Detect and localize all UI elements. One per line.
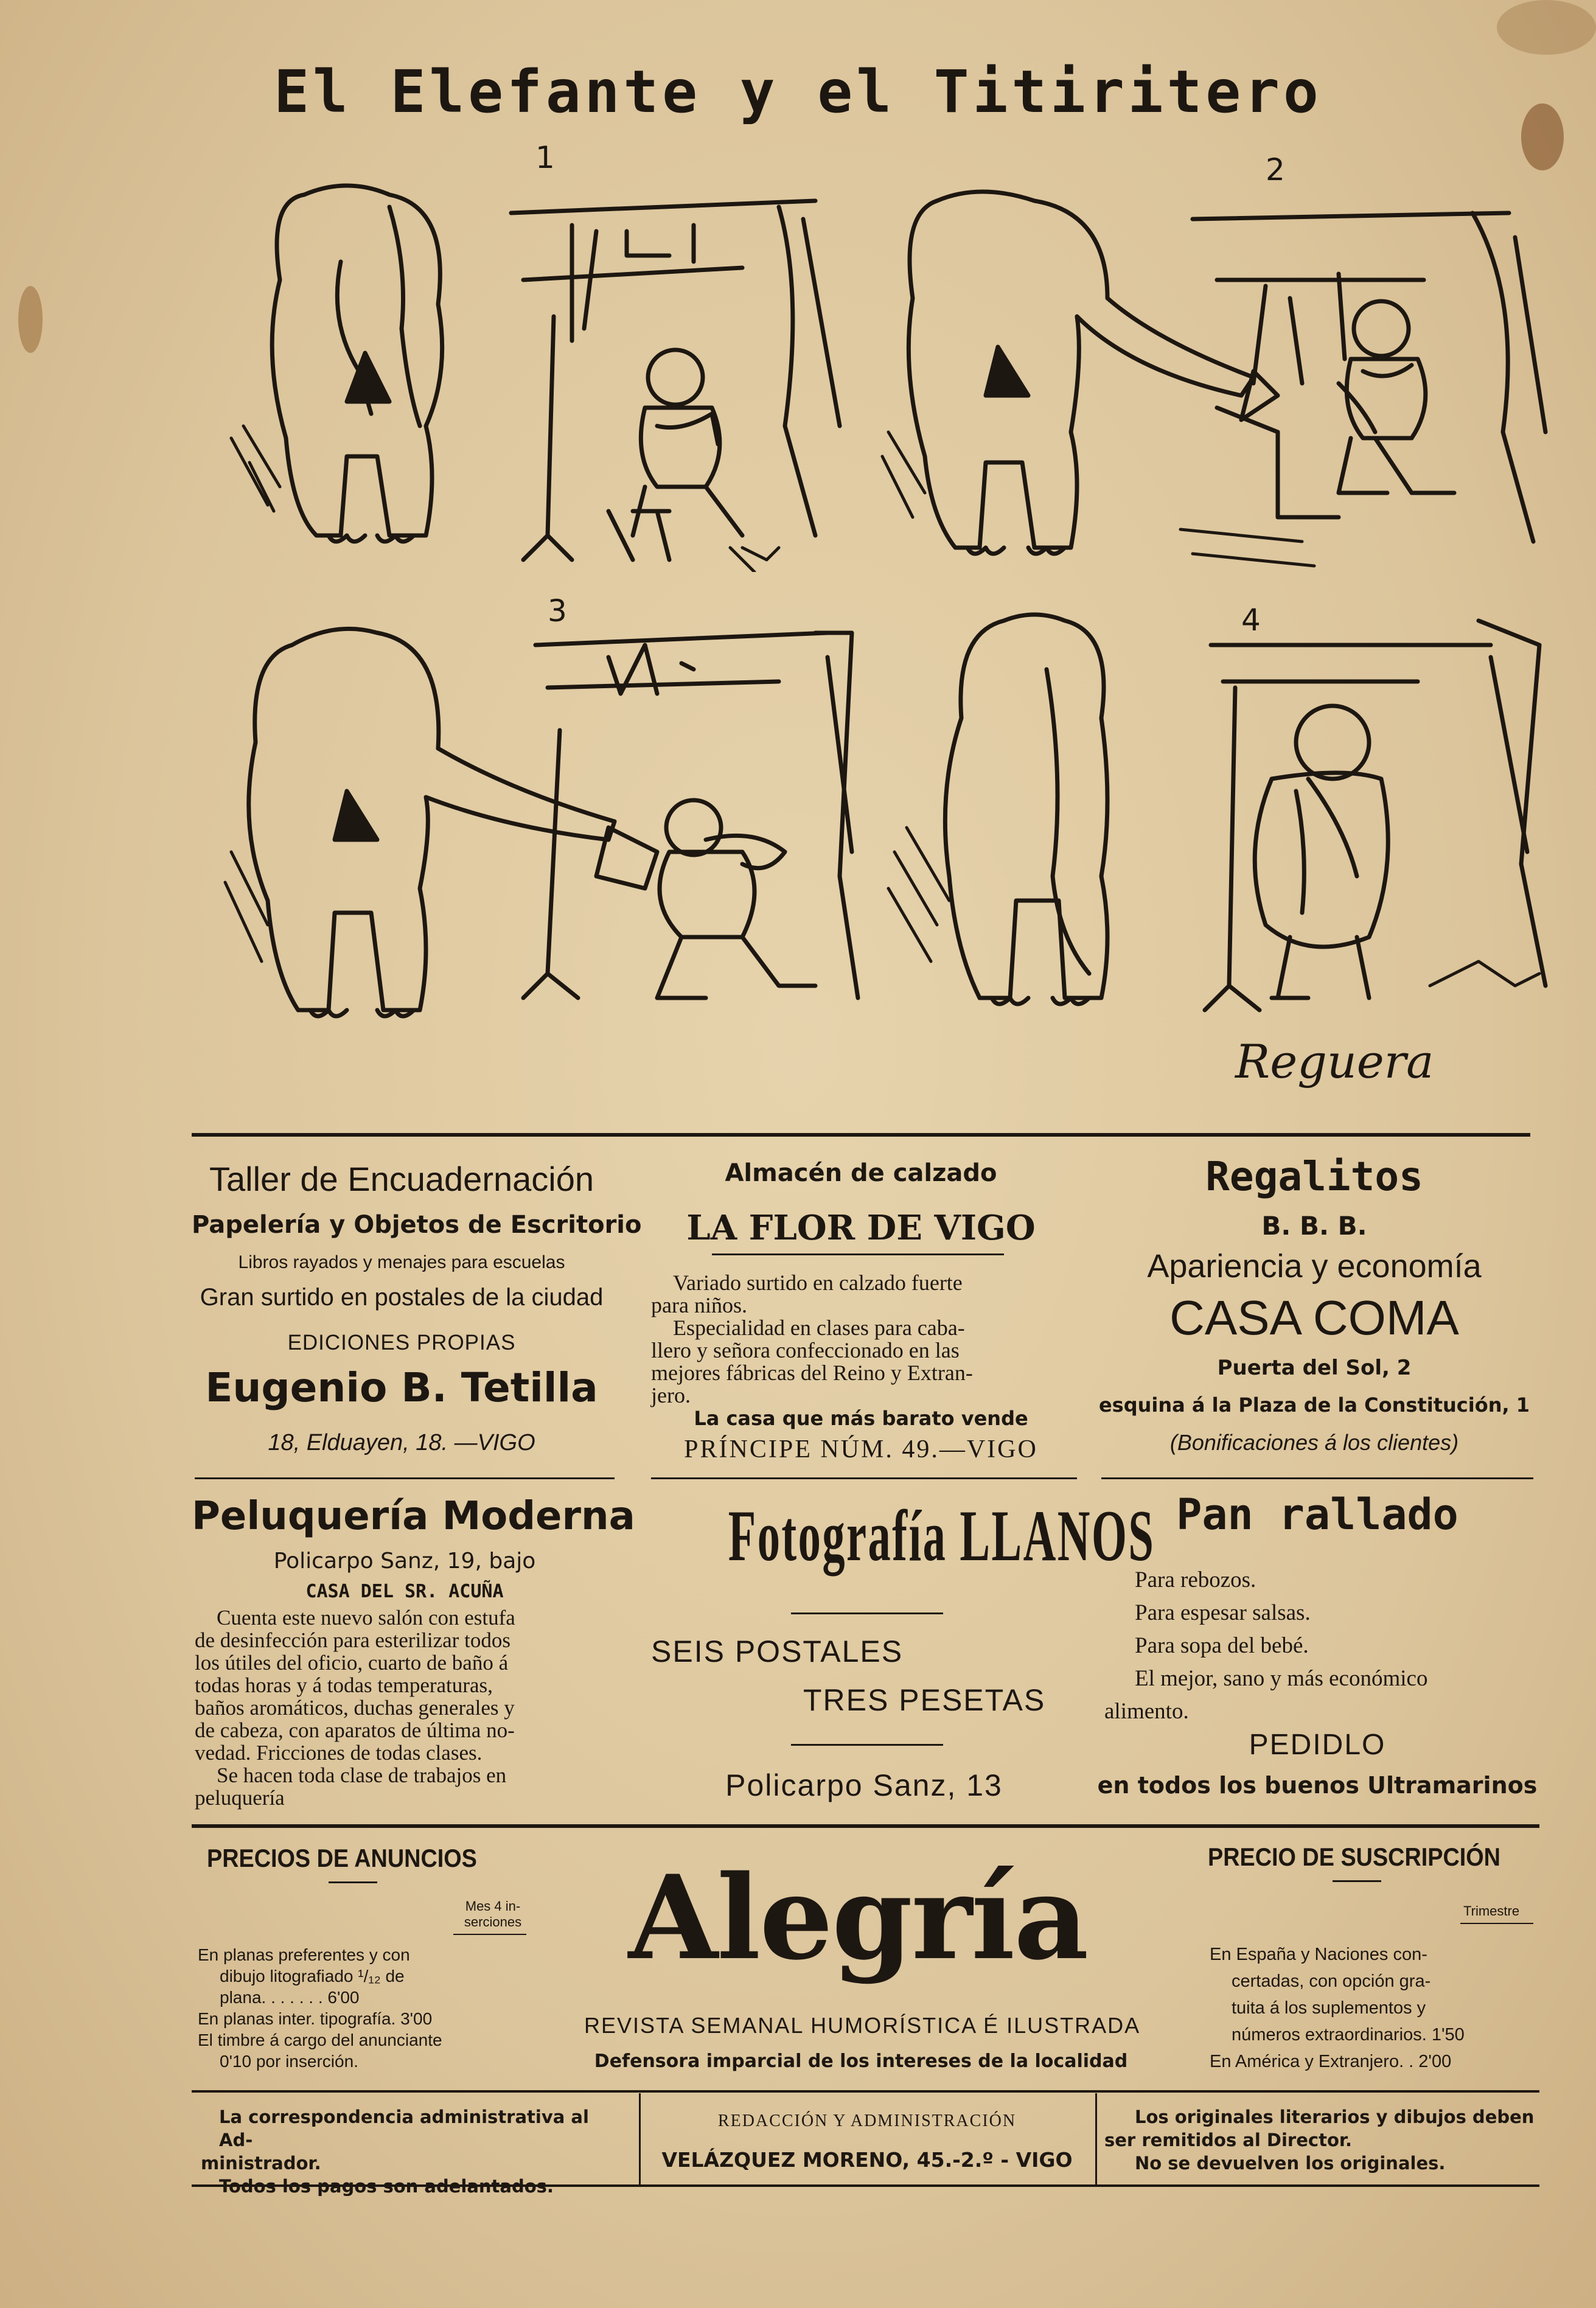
- regalitos-line3: Puerta del Sol, 2: [1217, 1356, 1412, 1380]
- suscripcion-line: tuita á los suplementos y: [1232, 1998, 1426, 2018]
- section-rule: [1101, 1477, 1533, 1479]
- regalitos-name: CASA COMA: [1169, 1291, 1459, 1345]
- calzado-name-underline: [712, 1253, 1004, 1255]
- bottom-center-title: REDACCIÓN Y ADMINISTRACIÓN: [717, 2111, 1017, 2130]
- bottom-box-divider: [1095, 2093, 1097, 2184]
- peluqueria-text-line: Cuenta este nuevo salón con estufa: [217, 1606, 515, 1630]
- peluqueria-text-line: Se hacen toda clase de trabajos en: [217, 1763, 507, 1787]
- cartoon-panel-1: [207, 170, 852, 572]
- taller-line4: EDICIONES PROPIAS: [287, 1331, 516, 1354]
- regalitos-heading: Regalitos: [1205, 1153, 1423, 1200]
- masthead-name: Alegría: [628, 1850, 1088, 1986]
- bottom-box-divider: [639, 2093, 641, 2184]
- artist-signature: Reguera: [1235, 1034, 1434, 1089]
- pan-text-line: El mejor, sano y más económico: [1135, 1666, 1428, 1691]
- calzado-text-line: jero.: [651, 1383, 691, 1407]
- bottom-center-address: VELÁZQUEZ MORENO, 45.-2.º - VIGO: [661, 2148, 1073, 2172]
- taller-line1: Papelería y Objetos de Escritorio: [192, 1211, 642, 1239]
- fotografia-address: Policarpo Sanz, 13: [725, 1768, 1003, 1802]
- suscripcion-line: En América y Extranjero. . 2'00: [1210, 2052, 1452, 2071]
- fotografia-line2: TRES PESETAS: [803, 1683, 1046, 1717]
- bottom-left-line: Todos los pagos son adelantados.: [219, 2176, 554, 2197]
- pan-heading: Pan rallado: [1176, 1490, 1458, 1539]
- peluqueria-text-line: de cabeza, con aparatos de última no-: [195, 1718, 515, 1742]
- precios-anuncios-line: El timbre á cargo del anunciante: [198, 2031, 442, 2049]
- suscripcion-line: números extraordinarios. 1'50: [1232, 2025, 1465, 2045]
- panel-number-2: 2: [1266, 152, 1285, 187]
- masthead-tagline: Defensora imparcial de los intereses de la localidad: [594, 2051, 1128, 2072]
- peluqueria-text-line: de desinfección para esterilizar todos: [195, 1628, 511, 1652]
- calzado-heading: Almacén de calzado: [725, 1159, 997, 1187]
- fotografia-line1: SEIS POSTALES: [651, 1634, 904, 1668]
- suscripcion-heading: PRECIO DE SUSCRIPCIÓN: [1208, 1843, 1500, 1871]
- pan-text-line: alimento.: [1104, 1699, 1189, 1724]
- taller-heading: Taller de Encuadernación: [209, 1160, 594, 1198]
- precios-anuncios-col-rule: [453, 1934, 526, 1935]
- pan-text-line: Para rebozos.: [1135, 1567, 1256, 1592]
- pan-call: PEDIDLO: [1249, 1729, 1386, 1761]
- pan-text-line: Para sopa del bebé.: [1135, 1633, 1309, 1658]
- suscripcion-line: certadas, con opción gra-: [1232, 1972, 1431, 1991]
- calzado-text-line: llero y señora confeccionado en las: [651, 1338, 960, 1362]
- regalitos-line2: Apariencia y economía: [1147, 1248, 1482, 1285]
- peluqueria-text-line: baños aromáticos, duchas generales y: [195, 1696, 515, 1720]
- bottom-right-line: No se devuelven los originales.: [1135, 2153, 1446, 2174]
- cartoon-panel-2: [876, 176, 1558, 578]
- bottom-right-line: Los originales literarios y dibujos deben: [1135, 2107, 1535, 2127]
- precios-anuncios-line: plana. . . . . . . 6'00: [220, 1988, 360, 2007]
- fotografia-rule: [791, 1612, 943, 1614]
- calzado-text-line: Variado surtido en calzado fuerte: [673, 1271, 963, 1295]
- taller-line3: Gran surtido en postales de la ciudad: [200, 1284, 604, 1311]
- pan-description: [1104, 1564, 1542, 1728]
- taller-line2: Libros rayados y menajes para escuelas: [238, 1252, 565, 1272]
- taller-name: Eugenio B. Tetilla: [205, 1364, 598, 1411]
- section-rule: [651, 1477, 1077, 1479]
- panel-number-4: 4: [1241, 602, 1261, 638]
- regalitos-line4: esquina á la Plaza de la Constitución, 1: [1098, 1393, 1530, 1417]
- peluqueria-line1: Policarpo Sanz, 19, bajo: [273, 1549, 536, 1574]
- peluqueria-description: [195, 1606, 621, 1809]
- section-rule: [195, 1477, 615, 1479]
- calzado-text-line: para niños.: [651, 1293, 747, 1317]
- precios-anuncios-list: [198, 1944, 575, 2072]
- regalitos-line5: (Bonificaciones á los clientes): [1169, 1430, 1459, 1455]
- pan-where: en todos los buenos Ultramarinos: [1097, 1772, 1538, 1799]
- paper-stain: [18, 286, 43, 353]
- precios-anuncios-line: En planas inter. tipografía. 3'00: [198, 2009, 433, 2028]
- bottom-left-line: La correspondencia administrativa al Ad-: [219, 2107, 589, 2150]
- pan-text-line: Para espesar salsas.: [1135, 1600, 1311, 1625]
- panel-number-3: 3: [548, 593, 567, 629]
- calzado-slogan: La casa que más barato vende: [694, 1407, 1028, 1430]
- calzado-address: PRÍNCIPE NÚM. 49.—VIGO: [684, 1435, 1038, 1463]
- calzado-text-line: Especialidad en clases para caba-: [673, 1316, 965, 1340]
- suscripcion-col-label: Trimestre: [1463, 1903, 1520, 1919]
- cartoon-title: El Elefante y el Titiritero: [274, 58, 1322, 126]
- precios-anuncios-line: 0'10 por inserción.: [220, 2052, 358, 2071]
- precios-anuncios-rule: [329, 1881, 377, 1883]
- calzado-description: [651, 1272, 1077, 1407]
- peluqueria-text-line: vedad. Fricciones de todas clases.: [195, 1741, 483, 1765]
- precios-anuncios-line: dibujo litografiado ¹/₁₂ de: [220, 1967, 405, 1986]
- peluqueria-text-line: los útiles del oficio, cuarto de baño á: [195, 1651, 509, 1675]
- panel-number-1: 1: [535, 140, 555, 175]
- fotografia-rule: [791, 1744, 943, 1746]
- bottom-right-line: ser remitidos al Director.: [1104, 2130, 1353, 2150]
- peluqueria-text-line: todas horas y á todas temperaturas,: [195, 1673, 493, 1697]
- bottom-left-notice: [201, 2105, 627, 2198]
- taller-address: 18, Elduayen, 18. —VIGO: [268, 1430, 535, 1456]
- bottom-left-line: ministrador.: [201, 2153, 321, 2174]
- section-rule: [192, 1133, 1530, 1137]
- cartoon-panel-3: [219, 608, 864, 1047]
- suscripcion-list: [1210, 1941, 1538, 2075]
- suscripcion-line: En España y Naciones con-: [1210, 1945, 1427, 1964]
- paper-stain: [1497, 0, 1596, 55]
- suscripcion-col-rule: [1460, 1923, 1533, 1924]
- calzado-text-line: mejores fábricas del Reino y Extran-: [651, 1361, 973, 1385]
- precios-anuncios-heading: PRECIOS DE ANUNCIOS: [207, 1844, 477, 1872]
- fotografia-heading: Fotografía LLANOS: [728, 1495, 1155, 1576]
- footer-rule: [192, 1824, 1539, 1828]
- peluqueria-line2: CASA DEL SR. ACUÑA: [305, 1581, 504, 1602]
- calzado-name: LA FLOR DE VIGO: [686, 1208, 1036, 1248]
- regalitos-line1: B. B. B.: [1261, 1211, 1367, 1241]
- bottom-box-top-rule: [192, 2090, 1539, 2093]
- suscripcion-rule: [1333, 1880, 1381, 1882]
- peluqueria-text-line: peluquería: [195, 1786, 285, 1810]
- precios-anuncios-line: En planas preferentes y con: [198, 1945, 410, 1964]
- masthead-subtitle: REVISTA SEMANAL HUMORÍSTICA É ILUSTRADA: [584, 2013, 1141, 2038]
- precios-anuncios-col-label: Mes 4 in- serciones: [464, 1898, 522, 1930]
- peluqueria-heading: Peluquería Moderna: [192, 1494, 635, 1539]
- cartoon-panel-4: [882, 596, 1564, 1034]
- bottom-right-notice: [1104, 2105, 1542, 2175]
